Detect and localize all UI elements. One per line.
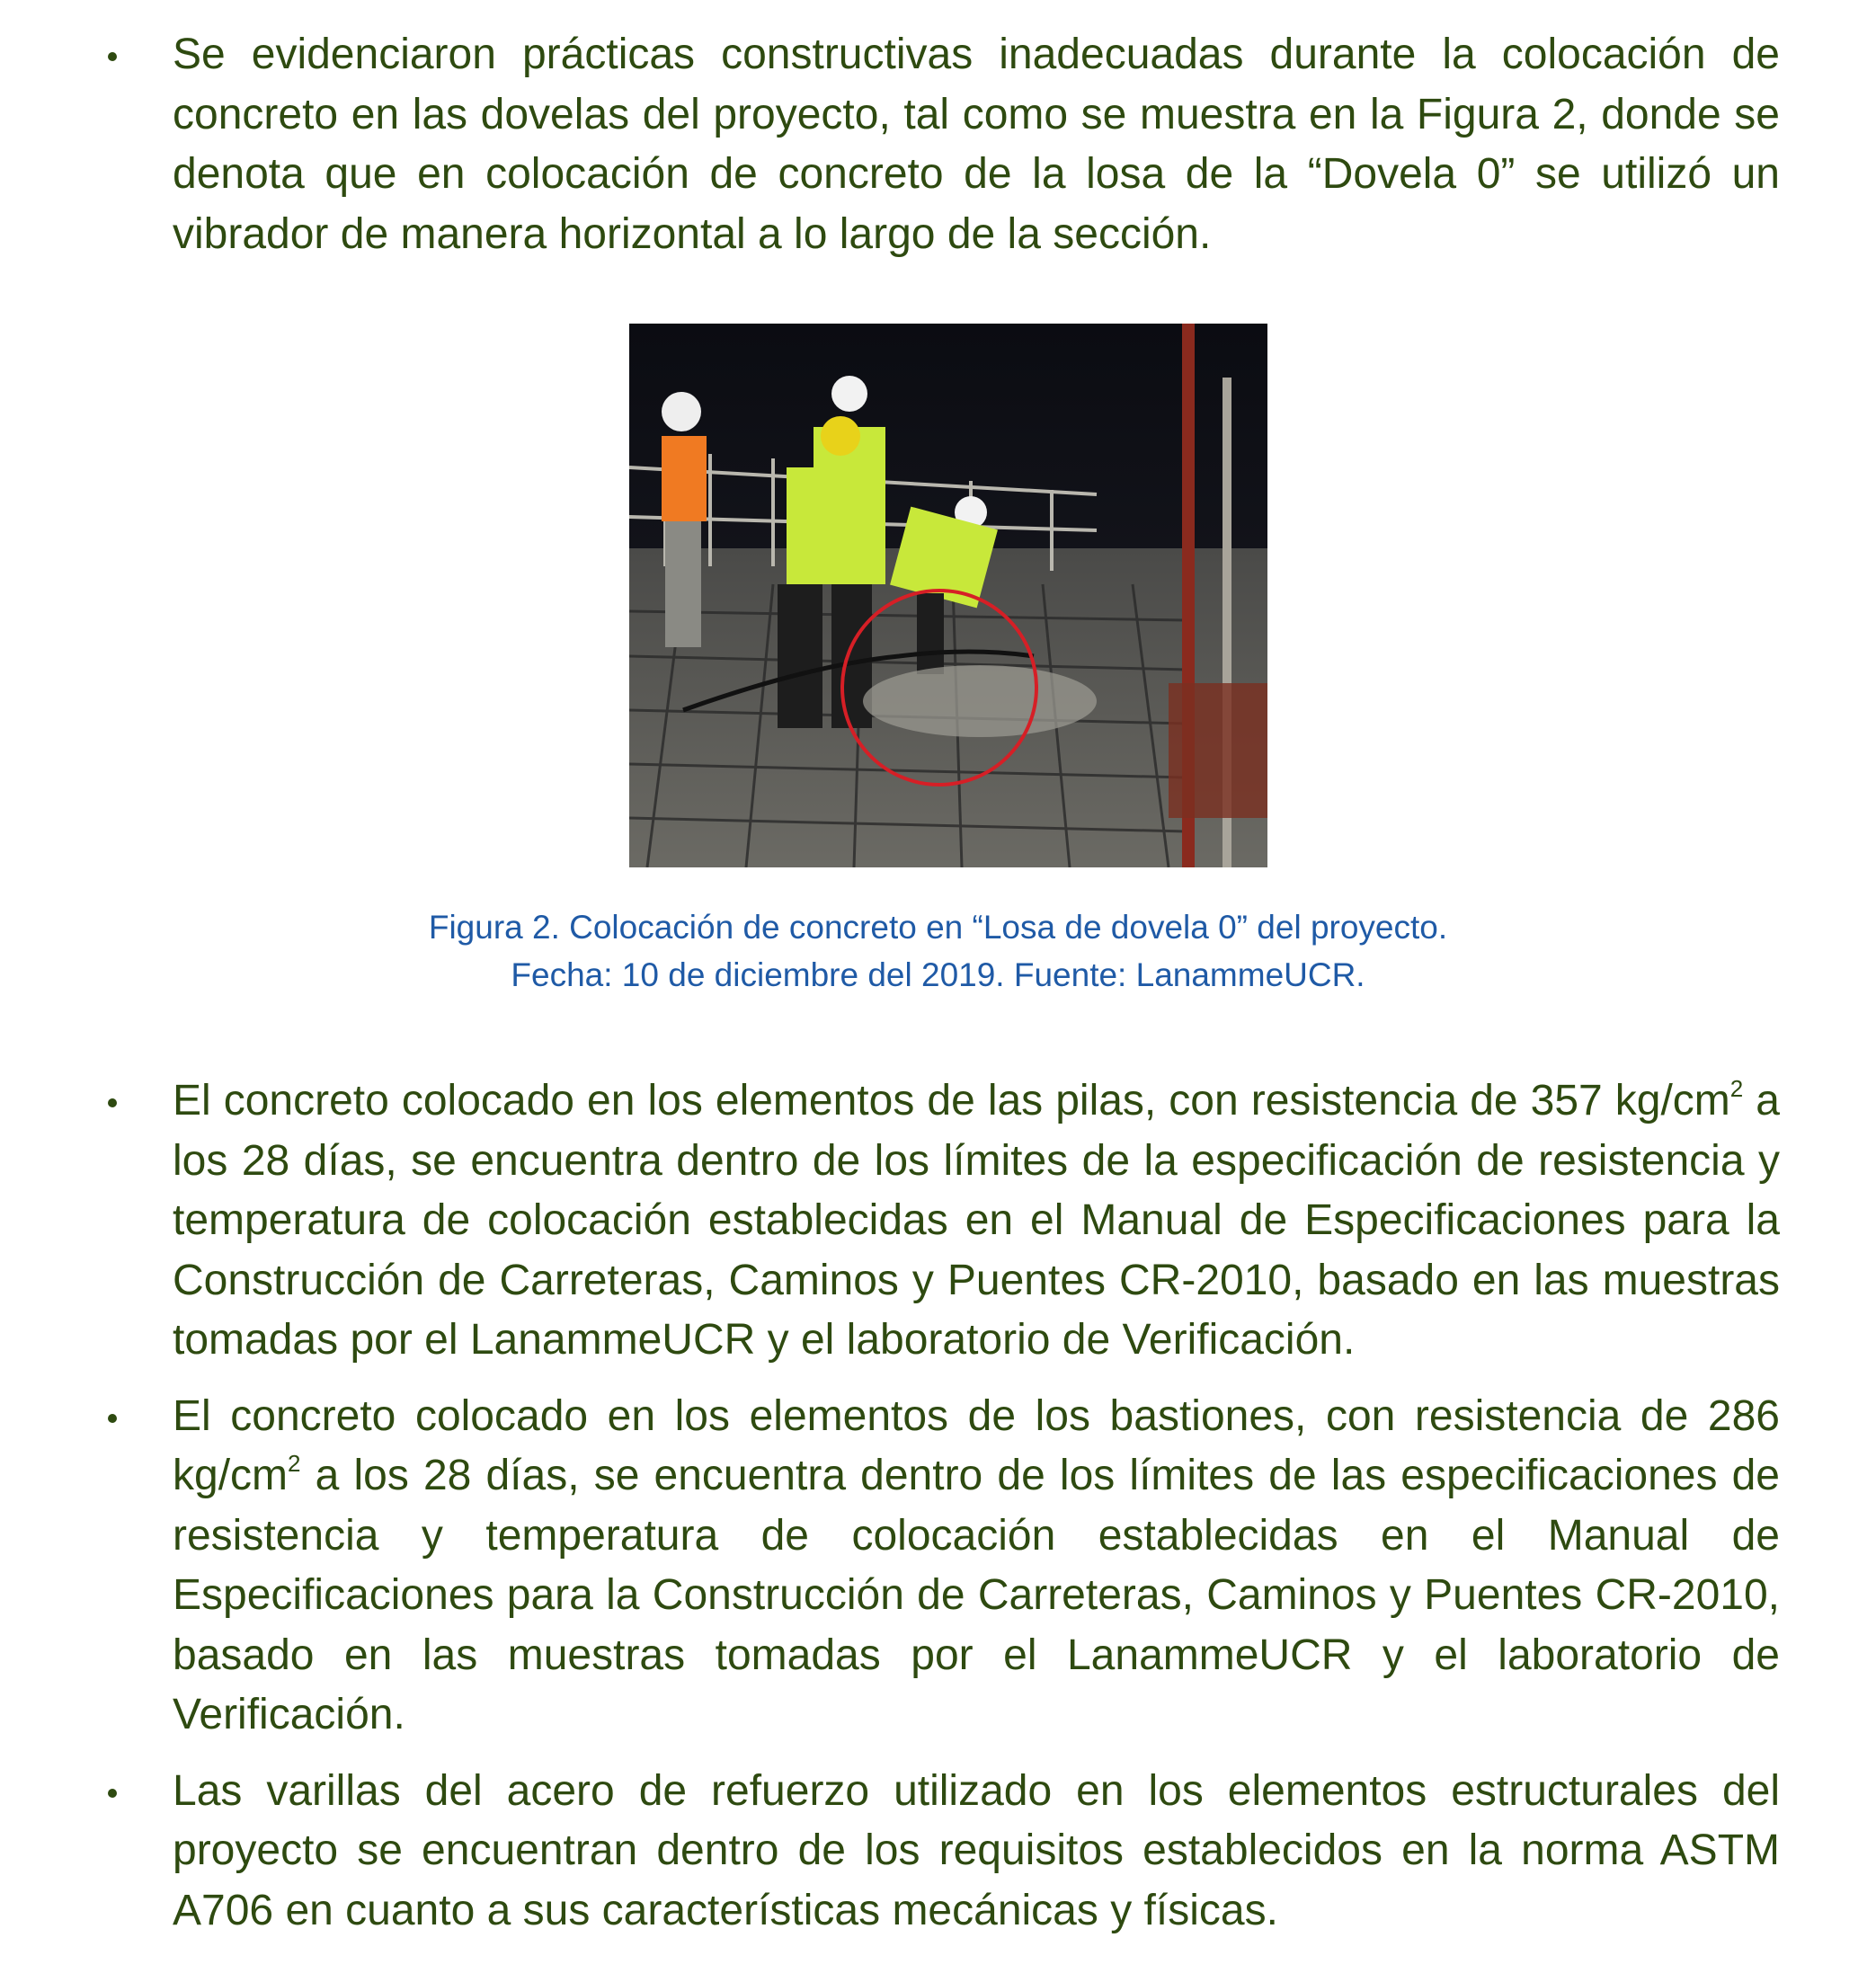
bullet-list-top: [108, 25, 1780, 280]
figure-photo: [629, 324, 1267, 867]
bullet-icon: [108, 1098, 117, 1107]
bullet-text-part: El concreto colocado en los elementos de las pilas, con resistencia de 357 kg/cm: [173, 1077, 1730, 1124]
bullet-list-bottom: [108, 1071, 1780, 1957]
superscript: 2: [1729, 1075, 1744, 1102]
construction-photo: [629, 324, 1267, 867]
bullet-item: [108, 1762, 1780, 1942]
caption-line-1: Figura 2. Colocación de concreto en “Losa de dovela 0” del proyecto.: [428, 909, 1448, 946]
bullet-item: [108, 1387, 1780, 1746]
bullet-text: Se evidenciaron prácticas constructivas inadecuadas durante la colocación de concreto en las dovelas del proyecto, tal como se muestra en la Figura 2, donde se denota que en colocación de concreto de la losa de la “Dovela 0” se utilizó un vibrador de manera horizontal a lo largo de la sección.: [173, 31, 1780, 258]
bullet-text-part: a los 28 días, se encuentra dentro de los límites de las especificaciones de resistencia y temperatura de colocación establecidas en el Manual de Especificaciones para la Construcción de Carreteras, Caminos y Puentes CR-2010, basado en las muestras tomadas por el LanammeUCR y el laboratorio de Verificación.: [173, 1452, 1780, 1738]
superscript: 2: [288, 1450, 301, 1477]
caption-line-2: Fecha: 10 de diciembre del 2019. Fuente: LanammeUCR.: [511, 956, 1365, 993]
bullet-icon: [108, 1414, 117, 1423]
bullet-icon: [108, 52, 117, 61]
figure-caption: [270, 903, 1606, 999]
bullet-item: [108, 25, 1780, 264]
bullet-text-part: a los 28 días, se encuentra dentro de los límites de la especificación de resistencia y temperatura de colocación establecidas en el Manual de Especificaciones para la Construcción de Carreteras, Caminos y Puentes CR-2010, basado en las muestras tomadas por el LanammeUCR y el laboratorio de Verificación.: [173, 1077, 1781, 1364]
bullet-text-part: El concreto colocado en los elementos de los bastiones, con resistencia de 286 kg/cm: [173, 1391, 1780, 1499]
bullet-text: Las varillas del acero de refuerzo utilizado en los elementos estructurales del proyecto se encuentran dentro de los requisitos establecidos en la norma ASTM A706 en cuanto a sus características mecánicas y físicas.: [173, 1766, 1780, 1934]
bullet-icon: [108, 1789, 117, 1798]
bullet-item: [108, 1071, 1780, 1371]
